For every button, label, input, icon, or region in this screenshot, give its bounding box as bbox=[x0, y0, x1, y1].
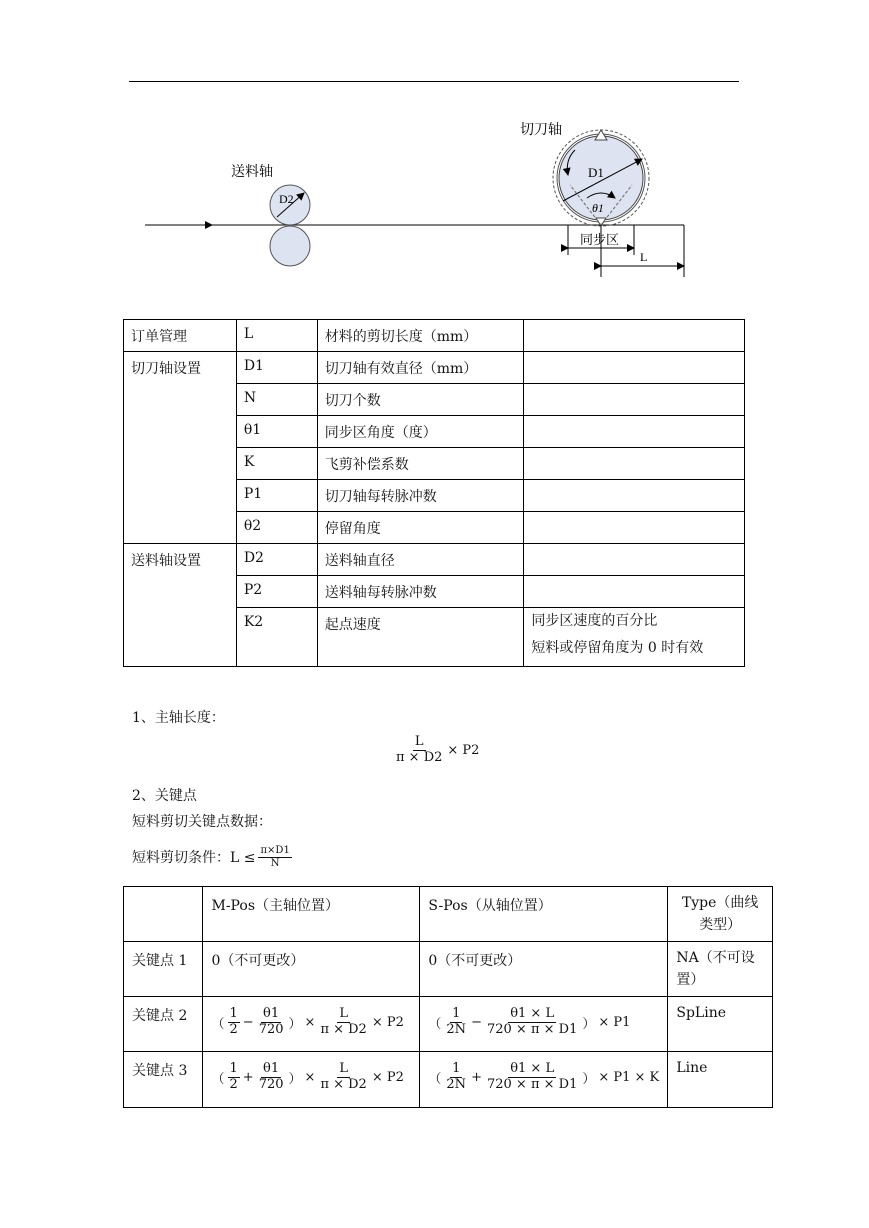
mpos-cell: 0（不可更改） bbox=[203, 942, 420, 997]
sync-zone-label: 同步区 bbox=[580, 233, 620, 248]
feed-axis-label: 送料轴 bbox=[231, 164, 273, 180]
section2-subheading: 短料剪切关键点数据： bbox=[132, 814, 272, 830]
formula-tail: × P1 × K bbox=[598, 1069, 660, 1085]
spos-cell: 0（不可更改） bbox=[420, 942, 668, 997]
note-cell bbox=[524, 352, 745, 384]
operator: + bbox=[242, 1069, 254, 1085]
paren-open: （ bbox=[428, 1016, 442, 1032]
desc-cell: 切刀轴有效直径（mm） bbox=[317, 352, 524, 384]
paren-close: ） bbox=[288, 1016, 302, 1032]
note-line-2: 短料或停留角度为 0 时有效 bbox=[531, 640, 704, 656]
spindle-length-formula bbox=[394, 735, 479, 766]
frac-num: L bbox=[339, 1006, 348, 1021]
condition-prefix: 短料剪切条件：L ≤ bbox=[132, 850, 256, 866]
operator: × bbox=[304, 1014, 316, 1030]
desc-cell: 材料的剪切长度（mm） bbox=[317, 320, 524, 352]
note-cell bbox=[524, 480, 745, 512]
keypoint-label: 关键点 2 bbox=[124, 997, 203, 1052]
keypoint-label: 关键点 3 bbox=[124, 1052, 203, 1108]
paren-open: （ bbox=[211, 1016, 225, 1032]
desc-cell: 切刀个数 bbox=[317, 384, 524, 416]
note-cell bbox=[524, 384, 745, 416]
spos-cell bbox=[420, 1052, 668, 1108]
type-cell: Line bbox=[668, 1052, 773, 1108]
section1-heading: 1、主轴长度： bbox=[132, 710, 225, 726]
theta1-label: θ1 bbox=[592, 201, 604, 215]
spos-formula bbox=[428, 1007, 659, 1038]
frac-den: 2N bbox=[446, 1021, 467, 1037]
group-cell: 送料轴设置 bbox=[124, 544, 237, 667]
group-cell: 订单管理 bbox=[124, 320, 237, 352]
cutter-knife-top bbox=[595, 130, 607, 140]
operator: × bbox=[304, 1069, 316, 1085]
spos-formula bbox=[428, 1062, 659, 1093]
header-cell bbox=[124, 887, 203, 942]
desc-cell: 同步区角度（度） bbox=[317, 416, 524, 448]
frac-num: θ1 bbox=[263, 1061, 280, 1076]
formula-numerator: L bbox=[414, 734, 424, 749]
symbol-cell: θ1 bbox=[236, 416, 317, 448]
note-cell bbox=[524, 576, 745, 608]
header-rule bbox=[129, 81, 739, 82]
symbol-cell: D2 bbox=[236, 544, 317, 576]
frac-num: θ1 × L bbox=[510, 1061, 555, 1076]
flying-shear-diagram bbox=[140, 115, 700, 285]
frac-num: 1 bbox=[452, 1006, 461, 1021]
paren-open: （ bbox=[211, 1071, 225, 1087]
spos-cell bbox=[420, 997, 668, 1052]
l-label: L bbox=[640, 250, 648, 264]
frac-den: 720 bbox=[258, 1021, 284, 1037]
desc-cell: 切刀轴每转脉冲数 bbox=[317, 480, 524, 512]
condition-denominator: N bbox=[270, 857, 280, 869]
paren-close: ） bbox=[288, 1071, 302, 1087]
formula-denominator: π × D2 bbox=[396, 749, 443, 765]
operator: − bbox=[471, 1014, 482, 1030]
desc-cell: 送料轴每转脉冲数 bbox=[317, 576, 524, 608]
frac-num: L bbox=[339, 1061, 348, 1076]
short-cut-condition bbox=[132, 845, 292, 869]
type-cell: NA（不可设置） bbox=[668, 942, 773, 997]
frac-num: 1 bbox=[452, 1061, 461, 1076]
header-type: Type（曲线类型） bbox=[668, 887, 773, 942]
paren-close: ） bbox=[582, 1071, 596, 1087]
cutter-axis-label: 切刀轴 bbox=[520, 122, 562, 138]
symbol-cell: P2 bbox=[236, 576, 317, 608]
keypoints-table bbox=[123, 886, 773, 1108]
header-mpos: M-Pos（主轴位置） bbox=[203, 887, 420, 942]
frac-num: θ1 bbox=[263, 1006, 280, 1021]
frac-num: 1 bbox=[229, 1061, 238, 1076]
paren-close: ） bbox=[582, 1016, 596, 1032]
operator: + bbox=[471, 1069, 482, 1085]
mpos-cell bbox=[203, 1052, 420, 1108]
note-line-1: 同步区速度的百分比 bbox=[531, 613, 658, 629]
note-cell bbox=[524, 608, 745, 667]
operator: − bbox=[242, 1014, 254, 1030]
condition-numerator: π×D1 bbox=[260, 845, 290, 856]
symbol-cell: L bbox=[236, 320, 317, 352]
type-cell: SpLine bbox=[668, 997, 773, 1052]
frac-den: 720 bbox=[258, 1076, 284, 1092]
note-cell bbox=[524, 416, 745, 448]
parameter-table bbox=[123, 319, 745, 667]
group-cell: 切刀轴设置 bbox=[124, 352, 237, 544]
mpos-formula bbox=[211, 1062, 411, 1093]
frac-num: 1 bbox=[229, 1006, 238, 1021]
desc-cell: 起点速度 bbox=[317, 608, 524, 667]
symbol-cell: N bbox=[236, 384, 317, 416]
frac-den: 720 × π × D1 bbox=[486, 1021, 578, 1037]
header-spos: S-Pos（从轴位置） bbox=[420, 887, 668, 942]
desc-cell: 停留角度 bbox=[317, 512, 524, 544]
desc-cell: 飞剪补偿系数 bbox=[317, 448, 524, 480]
symbol-cell: P1 bbox=[236, 480, 317, 512]
note-cell bbox=[524, 512, 745, 544]
formula-tail: × P1 bbox=[598, 1014, 631, 1030]
paren-open: （ bbox=[428, 1071, 442, 1087]
frac-den: π × D2 bbox=[320, 1021, 367, 1037]
d2-label: D2 bbox=[279, 192, 294, 206]
mpos-formula bbox=[211, 1007, 411, 1038]
frac-num: θ1 × L bbox=[510, 1006, 555, 1021]
note-cell bbox=[524, 544, 745, 576]
section2-heading: 2、关键点 bbox=[132, 788, 197, 804]
d1-label: D1 bbox=[588, 165, 604, 180]
formula-tail: × P2 bbox=[371, 1069, 404, 1085]
frac-den: π × D2 bbox=[320, 1076, 367, 1092]
frac-den: 720 × π × D1 bbox=[486, 1076, 578, 1092]
formula-tail: × P2 bbox=[371, 1014, 404, 1030]
frac-den: 2 bbox=[229, 1021, 238, 1037]
mpos-cell bbox=[203, 997, 420, 1052]
formula-tail: × P2 bbox=[447, 742, 480, 758]
desc-cell: 送料轴直径 bbox=[317, 544, 524, 576]
keypoint-label: 关键点 1 bbox=[124, 942, 203, 997]
symbol-cell: D1 bbox=[236, 352, 317, 384]
note-cell bbox=[524, 448, 745, 480]
symbol-cell: K bbox=[236, 448, 317, 480]
note-cell bbox=[524, 320, 745, 352]
frac-den: 2 bbox=[229, 1076, 238, 1092]
frac-den: 2N bbox=[446, 1076, 467, 1092]
symbol-cell: K2 bbox=[236, 608, 317, 667]
feed-roller-bottom bbox=[270, 226, 310, 266]
symbol-cell: θ2 bbox=[236, 512, 317, 544]
